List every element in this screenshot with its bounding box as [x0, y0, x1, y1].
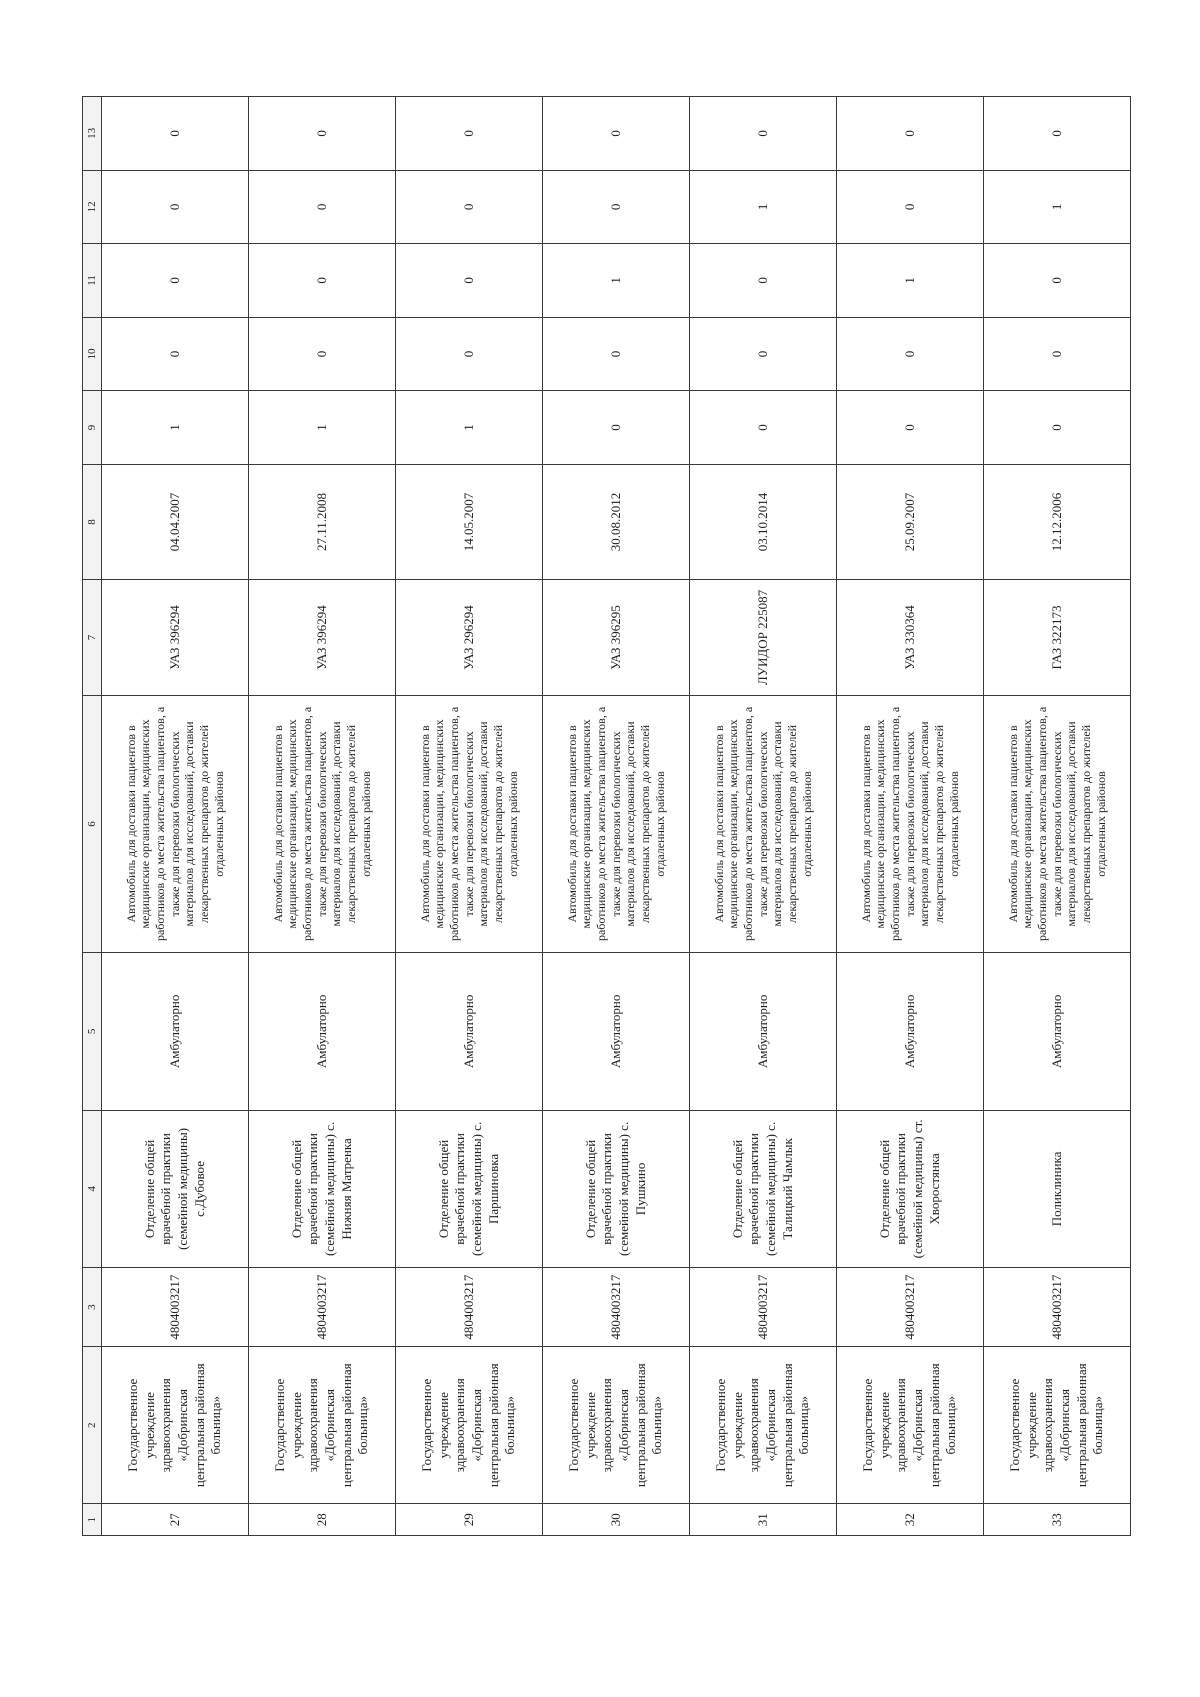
registration-date: 04.04.2007: [102, 464, 249, 580]
vehicle-model: УАЗ 330364: [837, 580, 984, 696]
department-name: Отделение общей врачебной практики (семейной медицины) с. Паршиновка: [396, 1110, 543, 1268]
value-col-13: 0: [543, 97, 690, 171]
value-col-10: 0: [396, 317, 543, 391]
col-header-2: 2: [83, 1346, 102, 1504]
col-header-1: 1: [83, 1504, 102, 1536]
inn-code: 4804003217: [543, 1268, 690, 1347]
col-header-11: 11: [83, 244, 102, 318]
care-condition: Амбулаторно: [543, 953, 690, 1111]
value-col-11: 1: [837, 244, 984, 318]
col-header-4: 4: [83, 1110, 102, 1268]
value-col-10: 0: [690, 317, 837, 391]
registration-date: 03.10.2014: [690, 464, 837, 580]
organization-name: Государственное учреждение здравоохранения «Добринская центральная районная больница»: [690, 1346, 837, 1504]
vehicle-model: УАЗ 396295: [543, 580, 690, 696]
value-col-13: 0: [102, 97, 249, 171]
vehicle-purpose: Автомобиль для доставки пациентов в медицинские организации, медицинских работников до места жительства пациентов, а также для перевозки биологических материалов для исследований, доставки лекарственных препаратов до жителей отдаленных районов: [543, 695, 690, 952]
department-name: Отделение общей врачебной практики (семейной медицины) ст. Хворостянка: [837, 1110, 984, 1268]
row-number: 33: [984, 1504, 1131, 1536]
inn-code: 4804003217: [396, 1268, 543, 1347]
vehicle-purpose: Автомобиль для доставки пациентов в медицинские организации, медицинских работников до места жительства пациентов, а также для перевозки биологических материалов для исследований, доставки лекарственных препаратов до жителей отдаленных районов: [837, 695, 984, 952]
vehicle-model: УАЗ 396294: [249, 580, 396, 696]
table-row: [102, 97, 249, 1536]
value-col-11: 0: [396, 244, 543, 318]
department-name: Отделение общей врачебной практики (семейной медицины) с.Дубовое: [102, 1110, 249, 1268]
value-col-11: 0: [102, 244, 249, 318]
inn-code: 4804003217: [984, 1268, 1131, 1347]
col-header-3: 3: [83, 1268, 102, 1347]
col-header-7: 7: [83, 580, 102, 696]
department-name: Отделение общей врачебной практики (семейной медицины) с. Талицкий Чамлык: [690, 1110, 837, 1268]
vehicle-model: ГАЗ 322173: [984, 580, 1131, 696]
value-col-13: 0: [690, 97, 837, 171]
organization-name: Государственное учреждение здравоохранения «Добринская центральная районная больница»: [249, 1346, 396, 1504]
value-col-10: 0: [837, 317, 984, 391]
vehicle-model: ЛУИДОР 225087: [690, 580, 837, 696]
organization-name: Государственное учреждение здравоохранения «Добринская центральная районная больница»: [837, 1346, 984, 1504]
table-row: [690, 97, 837, 1536]
value-col-12: 0: [102, 170, 249, 244]
value-col-9: 0: [984, 391, 1131, 465]
vehicle-model: УАЗ 396294: [102, 580, 249, 696]
col-header-10: 10: [83, 317, 102, 391]
registration-date: 12.12.2006: [984, 464, 1131, 580]
registration-date: 25.09.2007: [837, 464, 984, 580]
table-row: [249, 97, 396, 1536]
value-col-12: 0: [396, 170, 543, 244]
value-col-11: 0: [249, 244, 396, 318]
value-col-12: 1: [984, 170, 1131, 244]
inn-code: 4804003217: [102, 1268, 249, 1347]
value-col-9: 1: [102, 391, 249, 465]
vehicle-purpose: Автомобиль для доставки пациентов в медицинские организации, медицинских работников до места жительства пациентов, а также для перевозки биологических материалов для исследований, доставки лекарственных препаратов до жителей отдаленных районов: [249, 695, 396, 952]
care-condition: Амбулаторно: [102, 953, 249, 1111]
rotated-document-page: [82, 96, 1116, 1536]
row-number: 31: [690, 1504, 837, 1536]
row-number: 30: [543, 1504, 690, 1536]
department-name: Отделение общей врачебной практики (семейной медицины) с. Пушкино: [543, 1110, 690, 1268]
table-row: [543, 97, 690, 1536]
vehicle-purpose: Автомобиль для доставки пациентов в медицинские организации, медицинских работников до места жительства пациентов, а также для перевозки биологических материалов для исследований, доставки лекарственных препаратов до жителей отдаленных районов: [690, 695, 837, 952]
row-number: 29: [396, 1504, 543, 1536]
department-name: Отделение общей врачебной практики (семейной медицины) с. Нижняя Матренка: [249, 1110, 396, 1268]
value-col-10: 0: [543, 317, 690, 391]
value-col-10: 0: [102, 317, 249, 391]
value-col-9: 0: [543, 391, 690, 465]
care-condition: Амбулаторно: [249, 953, 396, 1111]
table-row: [984, 97, 1131, 1536]
inn-code: 4804003217: [249, 1268, 396, 1347]
vehicle-model: УАЗ 296294: [396, 580, 543, 696]
vehicle-purpose: Автомобиль для доставки пациентов в медицинские организации, медицинских работников до места жительства пациентов, а также для перевозки биологических материалов для исследований, доставки лекарственных препаратов до жителей отдаленных районов: [102, 695, 249, 952]
vehicle-purpose: Автомобиль для доставки пациентов в медицинские организации, медицинских работников до места жительства пациентов, а также для перевозки биологических материалов для исследований, доставки лекарственных препаратов до жителей отдаленных районов: [396, 695, 543, 952]
value-col-10: 0: [984, 317, 1131, 391]
inn-code: 4804003217: [837, 1268, 984, 1347]
value-col-13: 0: [396, 97, 543, 171]
care-condition: Амбулаторно: [837, 953, 984, 1111]
value-col-11: 0: [984, 244, 1131, 318]
care-condition: Амбулаторно: [690, 953, 837, 1111]
value-col-11: 0: [690, 244, 837, 318]
value-col-9: 0: [690, 391, 837, 465]
registration-date: 14.05.2007: [396, 464, 543, 580]
col-header-8: 8: [83, 464, 102, 580]
value-col-10: 0: [249, 317, 396, 391]
table-row: [396, 97, 543, 1536]
row-number: 28: [249, 1504, 396, 1536]
col-header-12: 12: [83, 170, 102, 244]
value-col-12: 0: [837, 170, 984, 244]
organization-name: Государственное учреждение здравоохранения «Добринская центральная районная больница»: [102, 1346, 249, 1504]
care-condition: Амбулаторно: [984, 953, 1131, 1111]
value-col-9: 1: [249, 391, 396, 465]
value-col-9: 1: [396, 391, 543, 465]
col-header-5: 5: [83, 953, 102, 1111]
organization-name: Государственное учреждение здравоохранения «Добринская центральная районная больница»: [543, 1346, 690, 1504]
inn-code: 4804003217: [690, 1268, 837, 1347]
value-col-12: 0: [249, 170, 396, 244]
row-number: 32: [837, 1504, 984, 1536]
column-number-row: [83, 97, 102, 1536]
vehicles-table: [82, 96, 1131, 1536]
value-col-13: 0: [249, 97, 396, 171]
department-name: Поликлиника: [984, 1110, 1131, 1268]
value-col-13: 0: [984, 97, 1131, 171]
value-col-12: 1: [690, 170, 837, 244]
value-col-9: 0: [837, 391, 984, 465]
table-row: [837, 97, 984, 1536]
organization-name: Государственное учреждение здравоохранения «Добринская центральная районная больница»: [396, 1346, 543, 1504]
organization-name: Государственное учреждение здравоохранения «Добринская центральная районная больница»: [984, 1346, 1131, 1504]
value-col-12: 0: [543, 170, 690, 244]
vehicle-purpose: Автомобиль для доставки пациентов в медицинские организации, медицинских работников до места жительства пациентов, а также для перевозки биологических материалов для исследований, доставки лекарственных препаратов до жителей отдаленных районов: [984, 695, 1131, 952]
care-condition: Амбулаторно: [396, 953, 543, 1111]
row-number: 27: [102, 1504, 249, 1536]
registration-date: 27.11.2008: [249, 464, 396, 580]
registration-date: 30.08.2012: [543, 464, 690, 580]
col-header-6: 6: [83, 695, 102, 952]
col-header-9: 9: [83, 391, 102, 465]
value-col-11: 1: [543, 244, 690, 318]
value-col-13: 0: [837, 97, 984, 171]
col-header-13: 13: [83, 97, 102, 171]
